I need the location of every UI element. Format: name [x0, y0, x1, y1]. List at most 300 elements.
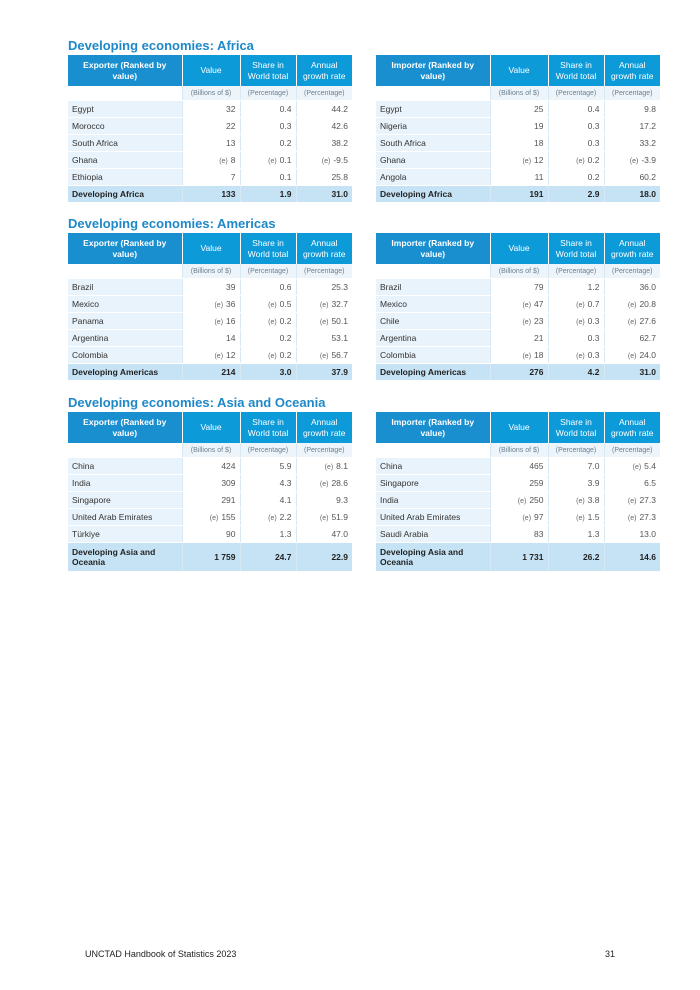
- total-share: 4.2: [548, 364, 604, 381]
- total-row: [376, 543, 660, 572]
- estimate-marker: (e): [576, 158, 585, 165]
- value-header: Value: [182, 412, 240, 443]
- share-cell: [240, 152, 296, 169]
- estimate-marker: (e): [522, 515, 532, 522]
- estimate-marker: (e): [576, 498, 585, 505]
- table-row: [376, 458, 660, 475]
- growth-header: Annual growth rate: [604, 233, 660, 264]
- share-cell: [240, 330, 296, 347]
- unit-label: (Percentage): [240, 86, 296, 101]
- value-cell: [182, 135, 240, 152]
- unit-label: (Percentage): [604, 443, 660, 458]
- share-cell: [548, 279, 604, 296]
- economy-name: Ghana: [376, 152, 490, 169]
- unit-label: (Percentage): [548, 443, 604, 458]
- table-row: [376, 169, 660, 186]
- value-value: 22: [226, 121, 236, 131]
- estimate-marker: (e): [576, 515, 585, 522]
- economy-name: India: [68, 475, 182, 492]
- value-header: Value: [182, 55, 240, 86]
- growth-header: Annual growth rate: [296, 412, 352, 443]
- value-value: 11: [534, 172, 544, 182]
- value-value: 12: [534, 155, 544, 165]
- total-value: 214: [182, 364, 240, 381]
- economy-name: China: [68, 458, 182, 475]
- growth-cell: [604, 296, 660, 313]
- total-value: 133: [182, 186, 240, 203]
- estimate-marker: (e): [576, 319, 585, 326]
- growth-value: 13.0: [639, 529, 656, 539]
- value-value: 465: [529, 461, 544, 471]
- share-cell: [548, 313, 604, 330]
- growth-cell: [296, 330, 352, 347]
- share-value: 0.2: [587, 172, 600, 182]
- estimate-marker: (e): [268, 302, 277, 309]
- growth-header: Annual growth rate: [296, 55, 352, 86]
- share-value: 0.7: [587, 299, 600, 309]
- economy-name: Colombia: [68, 347, 182, 364]
- value-cell: [182, 169, 240, 186]
- economy-name: Ethiopia: [68, 169, 182, 186]
- estimate-marker: (e): [214, 353, 224, 360]
- total-value: 276: [490, 364, 548, 381]
- value-header: Value: [490, 412, 548, 443]
- table-row: [68, 169, 352, 186]
- growth-cell: [604, 313, 660, 330]
- growth-cell: [604, 101, 660, 118]
- value-value: 309: [221, 478, 236, 488]
- estimate-marker: (e): [629, 158, 639, 165]
- unit-label: (Billions of $): [182, 443, 240, 458]
- share-header: Share in World total: [240, 233, 296, 264]
- table-row: [376, 526, 660, 543]
- growth-value: 33.2: [639, 138, 656, 148]
- share-value: 0.2: [279, 350, 292, 360]
- table-row: [376, 296, 660, 313]
- growth-value: 36.0: [639, 282, 656, 292]
- share-value: 4.1: [279, 495, 292, 505]
- value-value: 79: [534, 282, 544, 292]
- share-cell: [240, 347, 296, 364]
- estimate-marker: (e): [522, 302, 532, 309]
- share-cell: [240, 135, 296, 152]
- rank-header: Importer (Ranked by value): [376, 233, 490, 264]
- share-cell: [548, 169, 604, 186]
- share-header: Share in World total: [548, 233, 604, 264]
- value-value: 47: [534, 299, 544, 309]
- table-row: [376, 492, 660, 509]
- estimate-marker: (e): [321, 158, 331, 165]
- unit-label: (Billions of $): [182, 86, 240, 101]
- growth-value: 9.8: [644, 104, 656, 114]
- table-row: [68, 458, 352, 475]
- share-cell: [240, 458, 296, 475]
- value-value: 7: [230, 172, 236, 182]
- share-header: Share in World total: [548, 55, 604, 86]
- table-row: [376, 101, 660, 118]
- share-cell: [548, 135, 604, 152]
- estimate-marker: (e): [319, 515, 329, 522]
- unit-label: (Percentage): [240, 264, 296, 279]
- growth-cell: [296, 313, 352, 330]
- growth-value: 25.8: [331, 172, 348, 182]
- economy-name: Brazil: [376, 279, 490, 296]
- growth-cell: [296, 279, 352, 296]
- share-value: 0.4: [279, 104, 292, 114]
- growth-cell: [604, 279, 660, 296]
- estimate-marker: (e): [319, 481, 329, 488]
- growth-value: 60.2: [639, 172, 656, 182]
- unit-spacer: [376, 264, 490, 279]
- value-cell: [490, 330, 548, 347]
- unit-label: (Percentage): [240, 443, 296, 458]
- value-value: 18: [534, 138, 544, 148]
- economy-name: Egypt: [376, 101, 490, 118]
- value-cell: [182, 475, 240, 492]
- section-title: Developing economies: Americas: [68, 216, 276, 231]
- total-value: 1 731: [490, 543, 548, 572]
- footer-publication: UNCTAD Handbook of Statistics 2023: [85, 949, 237, 959]
- economy-name: Angola: [376, 169, 490, 186]
- value-value: 25: [534, 104, 544, 114]
- table-row: [68, 526, 352, 543]
- share-value: 0.2: [587, 155, 600, 165]
- growth-value: 50.1: [331, 316, 348, 326]
- economy-name: Mexico: [376, 296, 490, 313]
- total-name: Developing Africa: [376, 186, 490, 203]
- share-value: 1.3: [279, 529, 292, 539]
- unit-spacer: [376, 443, 490, 458]
- growth-value: 28.6: [331, 478, 348, 488]
- share-value: 0.3: [279, 121, 292, 131]
- table-row: [68, 313, 352, 330]
- share-value: 0.3: [587, 333, 600, 343]
- unit-spacer: [68, 264, 182, 279]
- share-value: 0.1: [279, 172, 292, 182]
- value-value: 19: [534, 121, 544, 131]
- growth-value: 42.6: [331, 121, 348, 131]
- growth-cell: [296, 118, 352, 135]
- unit-spacer: [68, 86, 182, 101]
- share-cell: [548, 347, 604, 364]
- table-row: [68, 296, 352, 313]
- estimate-marker: (e): [319, 302, 329, 309]
- value-cell: [490, 152, 548, 169]
- total-row: [68, 186, 352, 203]
- value-cell: [490, 458, 548, 475]
- importers-table: [376, 55, 660, 203]
- economy-name: Brazil: [68, 279, 182, 296]
- share-value: 7.0: [587, 461, 600, 471]
- value-cell: [490, 169, 548, 186]
- economy-name: Panama: [68, 313, 182, 330]
- unit-spacer: [68, 443, 182, 458]
- share-cell: [548, 118, 604, 135]
- value-value: 250: [529, 495, 544, 505]
- share-cell: [240, 279, 296, 296]
- share-value: 5.9: [279, 461, 292, 471]
- total-name: Developing Asia and Oceania: [68, 543, 182, 572]
- rank-header: Importer (Ranked by value): [376, 55, 490, 86]
- economy-name: Singapore: [68, 492, 182, 509]
- table-row: [376, 152, 660, 169]
- growth-value: 27.3: [639, 512, 656, 522]
- table-row: [68, 330, 352, 347]
- growth-cell: [296, 347, 352, 364]
- value-header: Value: [490, 55, 548, 86]
- table-row: [68, 135, 352, 152]
- section-title: Developing economies: Africa: [68, 38, 254, 53]
- value-value: 21: [534, 333, 544, 343]
- economy-name: Türkiye: [68, 526, 182, 543]
- value-value: 424: [221, 461, 236, 471]
- growth-cell: [604, 347, 660, 364]
- value-cell: [182, 152, 240, 169]
- value-cell: [182, 509, 240, 526]
- growth-cell: [296, 296, 352, 313]
- value-value: 259: [529, 478, 544, 488]
- share-value: 0.5: [279, 299, 292, 309]
- total-growth: 31.0: [296, 186, 352, 203]
- growth-cell: [604, 169, 660, 186]
- growth-cell: [604, 509, 660, 526]
- total-growth: 37.9: [296, 364, 352, 381]
- value-cell: [490, 101, 548, 118]
- estimate-marker: (e): [209, 515, 219, 522]
- share-value: 0.3: [587, 316, 600, 326]
- value-cell: [490, 118, 548, 135]
- growth-cell: [296, 135, 352, 152]
- growth-header: Annual growth rate: [604, 412, 660, 443]
- unit-spacer: [376, 86, 490, 101]
- share-value: 3.8: [587, 495, 600, 505]
- value-cell: [182, 101, 240, 118]
- rank-header: Importer (Ranked by value): [376, 412, 490, 443]
- value-cell: [182, 330, 240, 347]
- growth-cell: [296, 526, 352, 543]
- share-cell: [548, 330, 604, 347]
- unit-label: (Billions of $): [490, 86, 548, 101]
- estimate-marker: (e): [627, 319, 637, 326]
- value-cell: [182, 526, 240, 543]
- estimate-marker: (e): [268, 158, 277, 165]
- total-name: Developing Africa: [68, 186, 182, 203]
- growth-cell: [296, 169, 352, 186]
- growth-cell: [604, 152, 660, 169]
- economy-name: Mexico: [68, 296, 182, 313]
- value-value: 16: [226, 316, 236, 326]
- share-value: 0.1: [279, 155, 292, 165]
- growth-value: 56.7: [331, 350, 348, 360]
- share-cell: [548, 492, 604, 509]
- estimate-marker: (e): [268, 319, 277, 326]
- exporters-table: [68, 55, 352, 203]
- economy-name: India: [376, 492, 490, 509]
- growth-value: -3.9: [641, 155, 656, 165]
- growth-value: 51.9: [331, 512, 348, 522]
- total-growth: 22.9: [296, 543, 352, 572]
- total-growth: 14.6: [604, 543, 660, 572]
- value-value: 18: [534, 350, 544, 360]
- total-row: [376, 186, 660, 203]
- value-value: 23: [534, 316, 544, 326]
- unit-label: (Percentage): [604, 264, 660, 279]
- share-cell: [548, 101, 604, 118]
- value-cell: [490, 347, 548, 364]
- growth-cell: [604, 330, 660, 347]
- table-row: [68, 509, 352, 526]
- total-value: 1 759: [182, 543, 240, 572]
- table-row: [68, 492, 352, 509]
- total-growth: 31.0: [604, 364, 660, 381]
- value-value: 39: [226, 282, 236, 292]
- economy-name: United Arab Emirates: [376, 509, 490, 526]
- growth-value: 5.4: [644, 461, 656, 471]
- share-value: 0.3: [587, 138, 600, 148]
- share-header: Share in World total: [240, 55, 296, 86]
- total-share: 2.9: [548, 186, 604, 203]
- unit-label: (Billions of $): [182, 264, 240, 279]
- unit-label: (Percentage): [604, 86, 660, 101]
- rank-header: Exporter (Ranked by value): [68, 55, 182, 86]
- value-header: Value: [490, 233, 548, 264]
- value-cell: [490, 296, 548, 313]
- estimate-marker: (e): [268, 515, 277, 522]
- unit-label: (Percentage): [296, 264, 352, 279]
- value-value: 12: [226, 350, 236, 360]
- share-cell: [240, 313, 296, 330]
- growth-cell: [604, 475, 660, 492]
- economy-name: United Arab Emirates: [68, 509, 182, 526]
- growth-value: 27.6: [639, 316, 656, 326]
- total-share: 24.7: [240, 543, 296, 572]
- unit-label: (Percentage): [548, 264, 604, 279]
- table-row: [376, 313, 660, 330]
- share-cell: [240, 492, 296, 509]
- value-cell: [182, 313, 240, 330]
- value-cell: [182, 347, 240, 364]
- share-cell: [240, 101, 296, 118]
- share-value: 0.2: [279, 138, 292, 148]
- growth-header: Annual growth rate: [604, 55, 660, 86]
- growth-value: 9.3: [336, 495, 348, 505]
- table-row: [68, 279, 352, 296]
- total-share: 26.2: [548, 543, 604, 572]
- share-value: 0.2: [279, 316, 292, 326]
- share-value: 0.2: [279, 333, 292, 343]
- table-row: [68, 101, 352, 118]
- share-cell: [240, 296, 296, 313]
- value-cell: [490, 135, 548, 152]
- estimate-marker: (e): [576, 353, 585, 360]
- table-row: [68, 347, 352, 364]
- growth-value: 53.1: [331, 333, 348, 343]
- value-cell: [490, 279, 548, 296]
- estimate-marker: (e): [632, 464, 642, 471]
- estimate-marker: (e): [319, 319, 329, 326]
- value-cell: [490, 492, 548, 509]
- total-growth: 18.0: [604, 186, 660, 203]
- share-header: Share in World total: [240, 412, 296, 443]
- estimate-marker: (e): [219, 158, 228, 165]
- economy-name: South Africa: [68, 135, 182, 152]
- table-row: [68, 118, 352, 135]
- share-value: 0.4: [587, 104, 600, 114]
- exporters-table: [68, 233, 352, 381]
- growth-value: 17.2: [639, 121, 656, 131]
- rank-header: Exporter (Ranked by value): [68, 233, 182, 264]
- economy-name: Egypt: [68, 101, 182, 118]
- value-cell: [182, 118, 240, 135]
- value-value: 14: [226, 333, 236, 343]
- value-value: 36: [226, 299, 236, 309]
- value-value: 291: [221, 495, 236, 505]
- economy-name: Chile: [376, 313, 490, 330]
- table-row: [68, 475, 352, 492]
- table-row: [376, 279, 660, 296]
- economy-name: South Africa: [376, 135, 490, 152]
- estimate-marker: (e): [268, 353, 277, 360]
- value-value: 90: [226, 529, 236, 539]
- page-number: 31: [605, 949, 616, 959]
- growth-cell: [296, 101, 352, 118]
- unit-label: (Percentage): [296, 86, 352, 101]
- total-name: Developing Asia and Oceania: [376, 543, 490, 572]
- share-cell: [240, 118, 296, 135]
- value-cell: [490, 475, 548, 492]
- unit-label: (Billions of $): [490, 443, 548, 458]
- economy-name: Saudi Arabia: [376, 526, 490, 543]
- table-row: [376, 347, 660, 364]
- share-value: 0.3: [587, 350, 600, 360]
- growth-value: 6.5: [644, 478, 656, 488]
- section-title: Developing economies: Asia and Oceania: [68, 395, 326, 410]
- growth-value: 38.2: [331, 138, 348, 148]
- growth-cell: [604, 492, 660, 509]
- growth-cell: [296, 475, 352, 492]
- growth-cell: [296, 492, 352, 509]
- value-cell: [490, 509, 548, 526]
- economy-name: Argentina: [376, 330, 490, 347]
- economy-name: Morocco: [68, 118, 182, 135]
- exporters-table: [68, 412, 352, 572]
- estimate-marker: (e): [522, 353, 532, 360]
- value-value: 13: [226, 138, 236, 148]
- value-value: 97: [534, 512, 544, 522]
- estimate-marker: (e): [319, 353, 329, 360]
- value-cell: [490, 526, 548, 543]
- growth-value: 27.3: [639, 495, 656, 505]
- economy-name: Nigeria: [376, 118, 490, 135]
- growth-value: 25.3: [331, 282, 348, 292]
- share-cell: [240, 526, 296, 543]
- estimate-marker: (e): [517, 498, 527, 505]
- growth-cell: [296, 152, 352, 169]
- economy-name: Argentina: [68, 330, 182, 347]
- value-value: 155: [221, 512, 236, 522]
- estimate-marker: (e): [214, 302, 224, 309]
- total-row: [68, 364, 352, 381]
- value-value: 8: [230, 155, 236, 165]
- economy-name: China: [376, 458, 490, 475]
- value-header: Value: [182, 233, 240, 264]
- total-row: [376, 364, 660, 381]
- unit-label: (Percentage): [548, 86, 604, 101]
- share-value: 2.2: [279, 512, 292, 522]
- growth-value: 44.2: [331, 104, 348, 114]
- rank-header: Exporter (Ranked by value): [68, 412, 182, 443]
- estimate-marker: (e): [627, 353, 637, 360]
